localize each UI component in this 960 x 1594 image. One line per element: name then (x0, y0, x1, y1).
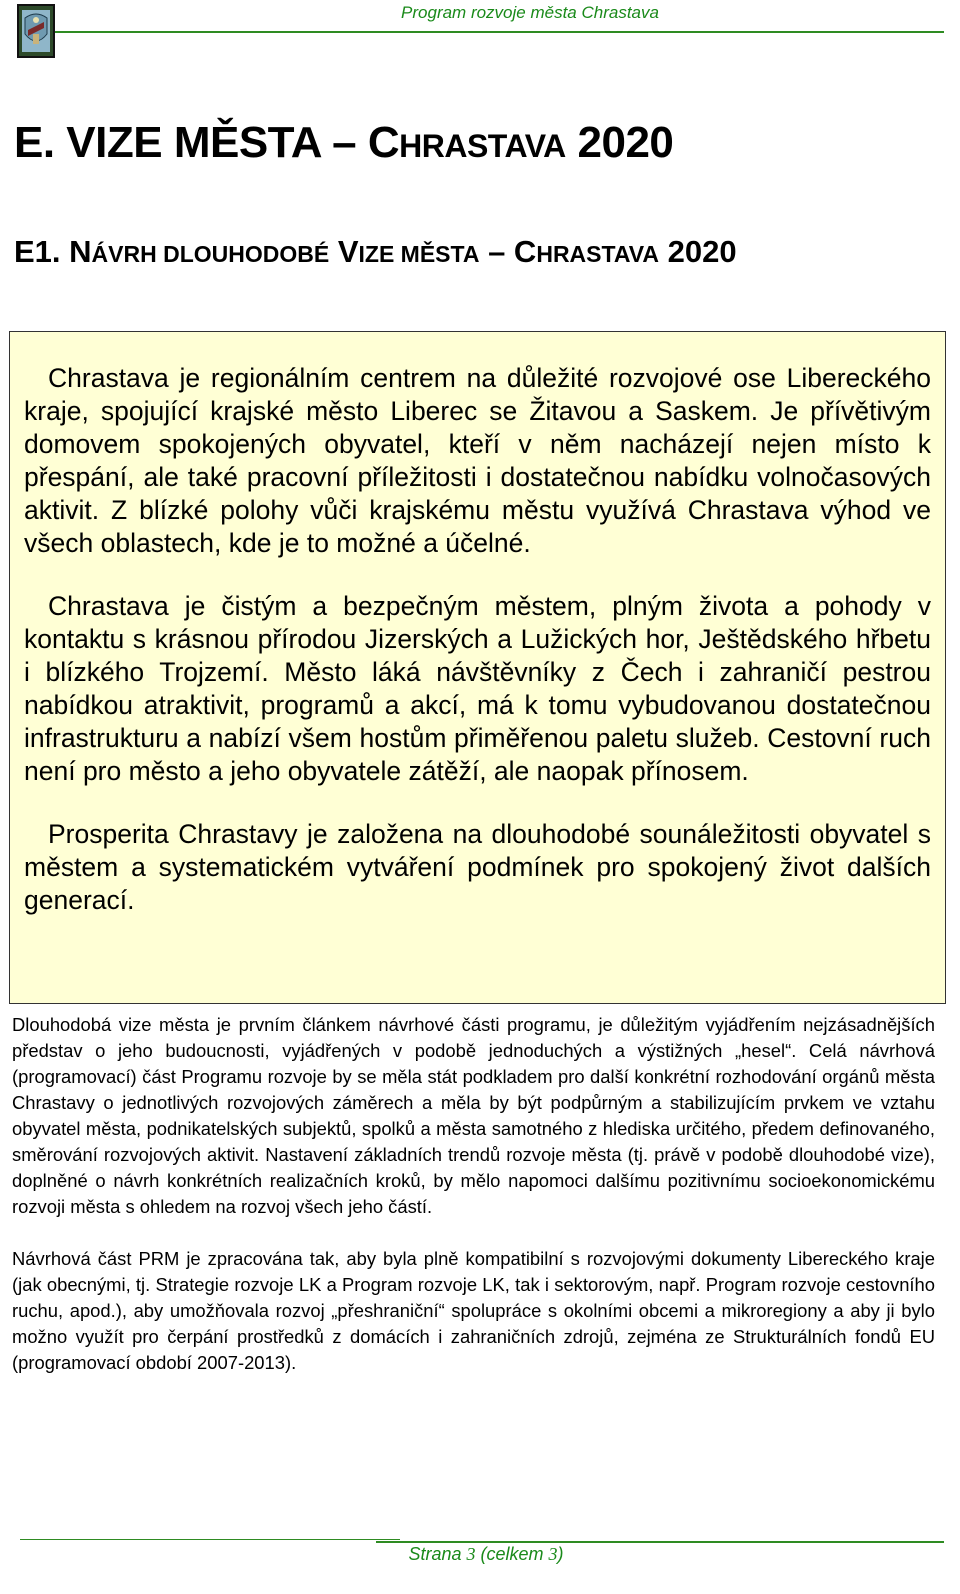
footer-rule-left (20, 1539, 400, 1540)
header-rule (50, 31, 944, 33)
page-number: Strana 3 (celkem 3) (408, 1544, 564, 1564)
vision-paragraph: Chrastava je regionálním centrem na důležité rozvojové ose Libereckého kraje, spojující krajské město Liberec se Žitavou a Saskem. Je přívětivým domovem spokojených obyvatel, kteří v něm nacházejí nejen místo k přespání, ale také pracovní příležitosti i dostatečnou nabídku volnočasových aktivit. Z blízké polohy vůči krajskému městu využívá Chrastava výhod ve všech oblastech, kde je to možné a účelné. (24, 363, 931, 558)
header-title: Program rozvoje města Chrastava (401, 3, 659, 22)
section-heading: E1. NÁVRH DLOUHODOBÉ VIZE MĚSTA – CHRASTAVA 2020 (14, 234, 737, 269)
body-paragraph: Návrhová část PRM je zpracována tak, aby byla plně kompatibilní s rozvojovými dokumenty Libereckého kraje (jak obecnými, tj. Strategie rozvoje LK a Program rozvoje LK, tak i sektorovým, např. Program rozvoje cestovního ruchu, apod.), aby umožňovala rozvoj „přeshraniční“ spolupráce s okolními obcemi a mikroregiony a aby ji bylo možno využít pro čerpání prostředků z domácích i zahraničních zdrojů, zejména ze Strukturálních fondů EU (programovací období 2007-2013). (12, 1248, 935, 1373)
vision-paragraph: Chrastava je čistým a bezpečným městem, plným života a pohody v kontaktu s krásnou přírodou Jizerských a Lužických hor, Ještědského hřbetu i blízkého Trojzemí. Město láká návštěvníky z Čech i zahraničí pestrou nabídkou atraktivit, programů a akcí, má k tomu vybudovanou dostatečnou infrastrukturu a nabízí všem hostům přiměřenou paletu služeb. Cestovní ruch není pro město a jeho obyvatele zátěží, ale naopak přínosem. (24, 591, 931, 786)
footer-rule (376, 1541, 944, 1543)
city-coat-of-arms-icon (17, 4, 55, 58)
vision-paragraph: Prosperita Chrastavy je založena na dlouhodobé sounáležitosti obyvatel s městem a systematickém vytváření podmínek pro spokojený život dalších generací. (24, 819, 931, 915)
vision-box (9, 331, 946, 1004)
body-paragraph: Dlouhodobá vize města je prvním článkem návrhové části programu, je důležitým vyjádřením nejzásadnějších představ o jeho budoucnosti, vyjádřených v podobě jednoduchých a výstižných „hesel“. Celá návrhová (programovací) část Programu rozvoje by se měla stát podkladem pro další konkrétní rozhodování orgánů města Chrastavy o jednotlivých rozvojových záměrech a měla by být podpůrným a stabilizujícím prvkem ve vztahu obyvatel města, podnikatelských subjektů, spolků a města samotného z hlediska určitého, předem definovaného, směrování rozvojových aktivit. Nastavení základních trendů rozvoje města (tj. právě v podobě dlouhodobé vize), doplněné o návrh konkrétních realizačních kroků, by mělo napomoci dalšímu pozitivnímu socioekonomickému rozvoji města s ohledem na rozvoj všech jeho částí. (12, 1014, 935, 1217)
page-title: E. VIZE MĚSTA – CHRASTAVA 2020 (14, 118, 674, 167)
body-text (12, 1012, 935, 1402)
